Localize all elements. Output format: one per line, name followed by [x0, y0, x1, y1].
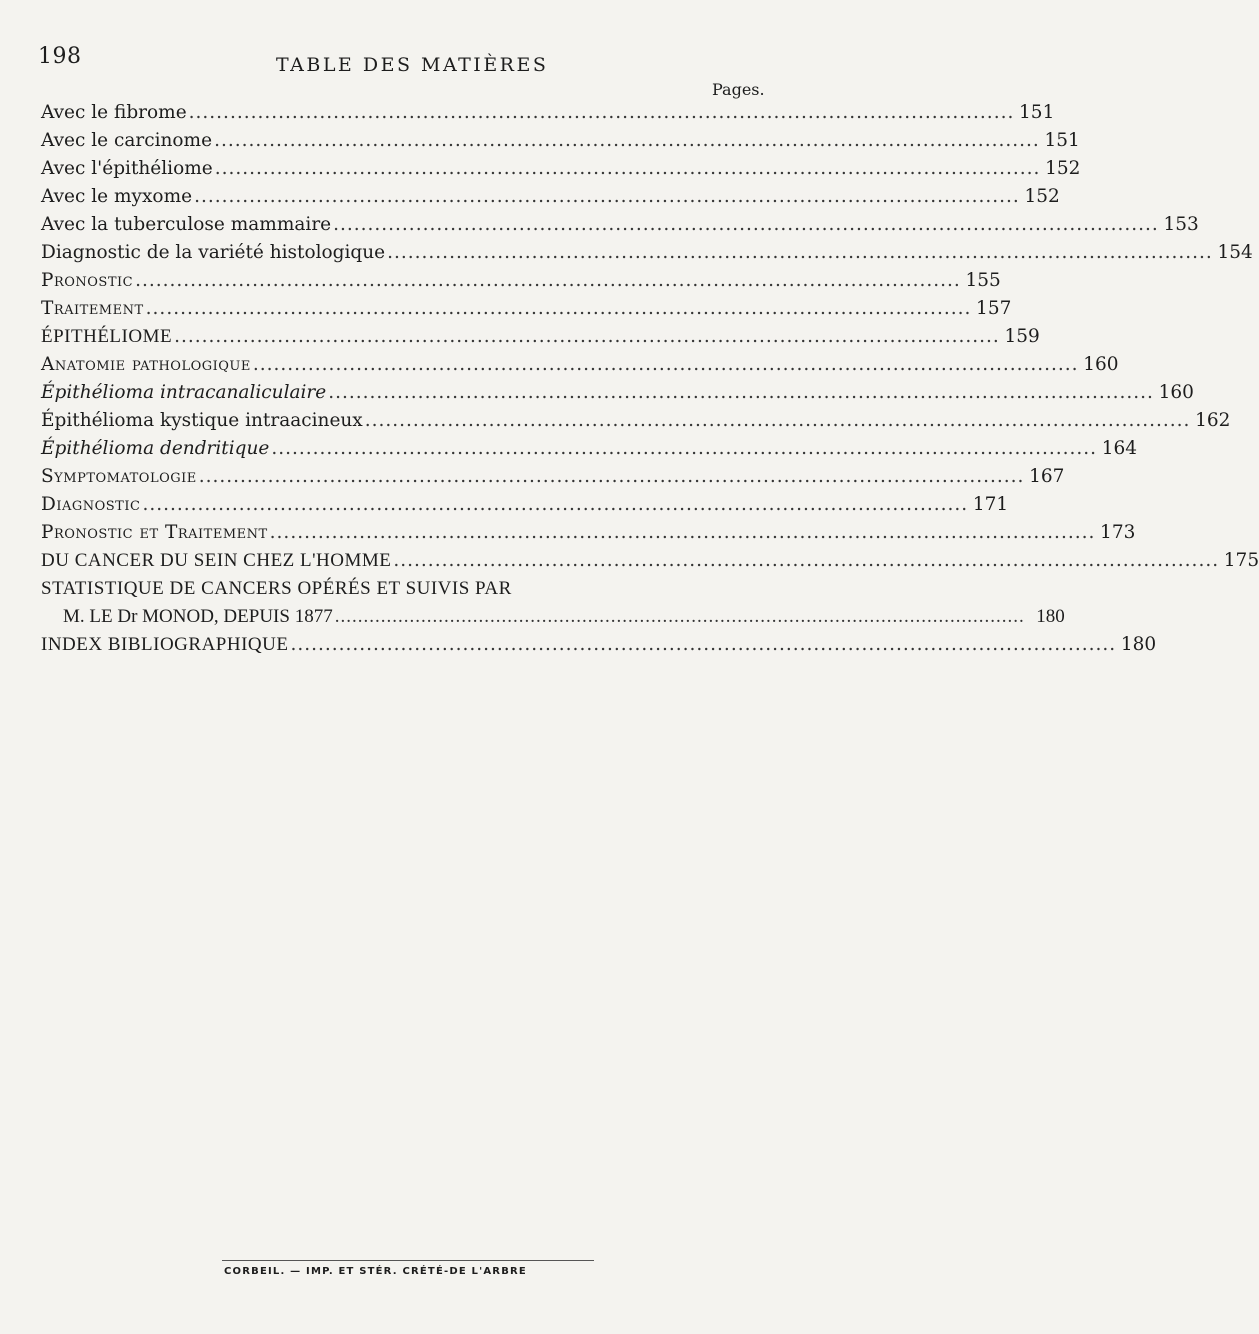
dot-leader: ........................................................................................................................ — [269, 522, 1096, 543]
toc-entry — [41, 438, 1138, 466]
toc-entry — [41, 242, 1253, 270]
toc-entry-title: Pronostic et Traitement — [41, 522, 268, 543]
toc-entry-title: DU CANCER DU SEIN CHEZ L'HOMME — [41, 550, 392, 571]
toc-entry-page: 175 — [1223, 550, 1259, 571]
page-number: 198 — [38, 44, 82, 69]
toc-entry-page: 180 — [1036, 606, 1065, 627]
toc-entry-page: 171 — [972, 494, 1009, 515]
toc-entry-page: 160 — [1083, 354, 1119, 375]
toc-entry-title-line2: M. LE Dr MONOD, DEPUIS 1877 — [63, 606, 333, 627]
toc-entry-page: 151 — [1044, 130, 1080, 151]
toc-entry — [41, 158, 1081, 186]
toc-entry-title: Épithélioma dendritique — [41, 438, 270, 459]
dot-leader: ........................................................................................................................ — [333, 214, 1159, 235]
toc-entry-page: 152 — [1045, 158, 1081, 179]
dot-leader: ........................................................................................................................ — [198, 466, 1025, 487]
dot-leader: ........................................................................................................................ — [174, 326, 1000, 347]
toc-entry — [41, 298, 1012, 326]
toc-entry — [41, 354, 1119, 382]
toc-entry-index — [41, 634, 1157, 662]
dot-leader: ........................................................................................................................ — [142, 494, 969, 515]
pages-column-label: Pages. — [712, 80, 765, 99]
toc-entry-title: Pronostic — [41, 270, 134, 291]
toc-entry — [41, 270, 1001, 298]
toc-entry-title: Symptomatologie — [41, 466, 197, 487]
toc-entry-title: Anatomie pathologique — [41, 354, 251, 375]
toc-entry-page: 153 — [1163, 214, 1199, 235]
toc-entry — [41, 214, 1199, 242]
dot-leader: ........................................................................................................................ — [194, 186, 1020, 207]
toc-entry — [41, 410, 1231, 438]
dot-leader: ........................................................................................................................ — [364, 410, 1191, 431]
dot-leader: ........................................................................................................................ — [214, 158, 1041, 179]
toc-entry — [41, 550, 1259, 578]
toc-entry-title-line1: STATISTIQUE DE CANCERS OPÉRÉS ET SUIVIS PAR — [41, 578, 512, 599]
toc-entry-page: 164 — [1101, 438, 1138, 459]
toc-entry-page: 160 — [1158, 382, 1194, 403]
dot-leader: ........................................................................................................................ — [328, 382, 1154, 403]
dot-leader: ........................................................................................................................ — [387, 242, 1213, 263]
toc-entry-page: 151 — [1019, 102, 1055, 123]
toc-entry-title: Avec la tuberculose mammaire — [41, 214, 332, 235]
dot-leader: ........................................................................................................................ — [214, 130, 1040, 151]
toc-entry — [41, 466, 1065, 494]
toc-entry — [41, 326, 1040, 354]
toc-entry-title: INDEX BIBLIOGRAPHIQUE — [41, 634, 289, 655]
toc-entry-title: Diagnostic — [41, 494, 141, 515]
toc-entry-title: Traitement — [41, 298, 144, 319]
toc-entry-title: ÉPITHÉLIOME — [41, 326, 173, 347]
toc-entry-page: 157 — [976, 298, 1012, 319]
toc-entry-title: Avec l'épithéliome — [41, 158, 213, 179]
imprint-rule — [222, 1260, 594, 1261]
toc-entry-title: Avec le fibrome — [41, 102, 187, 123]
printer-imprint: CORBEIL. — IMP. ET STÉR. CRÉTÉ-DE L'ARBRE — [224, 1266, 527, 1277]
toc-entry-page: 162 — [1195, 410, 1231, 431]
toc-entry — [41, 102, 1055, 130]
toc-entry-title: Avec le carcinome — [41, 130, 213, 151]
toc-entries — [41, 102, 1259, 578]
toc-entry-statistique — [41, 578, 1065, 634]
toc-entry — [41, 382, 1194, 410]
toc-entry-page: 154 — [1217, 242, 1253, 263]
running-head: TABLE DES MATIÈRES — [276, 54, 549, 76]
toc-entry — [41, 494, 1009, 522]
toc-entry-page: 180 — [1120, 634, 1157, 655]
toc-entry-title: Épithélioma kystique intraacineux — [41, 410, 363, 431]
table-of-contents — [41, 102, 1259, 662]
toc-entry-page: 152 — [1024, 186, 1060, 207]
toc-entry — [41, 186, 1060, 214]
toc-entry-page: 173 — [1100, 522, 1136, 543]
toc-entry-title: Épithélioma intracanaliculaire — [41, 382, 327, 403]
toc-entry — [41, 522, 1136, 550]
dot-leader: ........................................................................................................................ — [393, 550, 1220, 571]
toc-entry-page: 159 — [1004, 326, 1040, 347]
toc-entry-page: 155 — [965, 270, 1001, 291]
toc-entry — [41, 130, 1080, 158]
dot-leader: ........................................................................................................................ — [271, 438, 1098, 459]
toc-entry-title: Avec le myxome — [41, 186, 193, 207]
dot-leader: ........................................................................................................................ — [135, 270, 961, 291]
dot-leader: ........................................................................................................................ — [334, 606, 1025, 627]
dot-leader: ........................................................................................................................ — [252, 354, 1079, 375]
dot-leader: ........................................................................................................................ — [145, 298, 972, 319]
toc-entry-title: Diagnostic de la variété histologique — [41, 242, 386, 263]
dot-leader: ........................................................................................................................ — [290, 634, 1117, 655]
dot-leader: ........................................................................................................................ — [188, 102, 1015, 123]
toc-entry-page: 167 — [1029, 466, 1065, 487]
